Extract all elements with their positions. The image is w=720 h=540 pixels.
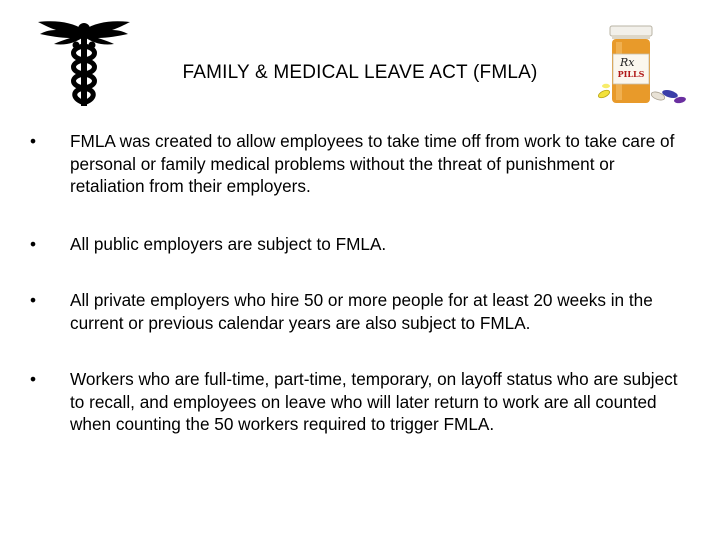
pill-bottle-icon — [592, 24, 692, 112]
bullet-text: All public employers are subject to FMLA. — [70, 233, 387, 254]
list-item — [26, 289, 690, 334]
list-item — [26, 130, 690, 198]
list-item — [26, 368, 690, 436]
rx-label: Rx — [620, 56, 635, 69]
bullet-marker: • — [30, 290, 37, 310]
caduceus-icon — [36, 16, 132, 108]
bullet-text: FMLA was created to allow employees to take time off from work to take care of personal or family medical problems without the threat of punishment or retaliation from their employers. — [70, 131, 675, 196]
slide-title: FAMILY & MEDICAL LEAVE ACT (FMLA) — [182, 62, 538, 83]
bullet-marker: • — [30, 131, 37, 151]
bullet-marker: • — [30, 233, 37, 254]
list-item — [26, 233, 690, 256]
pills-label: PILLS — [617, 69, 645, 79]
bullet-list — [26, 130, 690, 436]
bullet-text: Workers who are full-time, part-time, temporary, on layoff status who are subject to recall, and employees on leave who will later return to work are all counted when counting the 50 workers required to trigger FMLA. — [70, 369, 678, 434]
bullet-text: All private employers who hire 50 or more people for at least 20 weeks in the current or previous calendar years are also subject to FMLA. — [70, 290, 653, 333]
bullet-marker: • — [30, 369, 37, 389]
